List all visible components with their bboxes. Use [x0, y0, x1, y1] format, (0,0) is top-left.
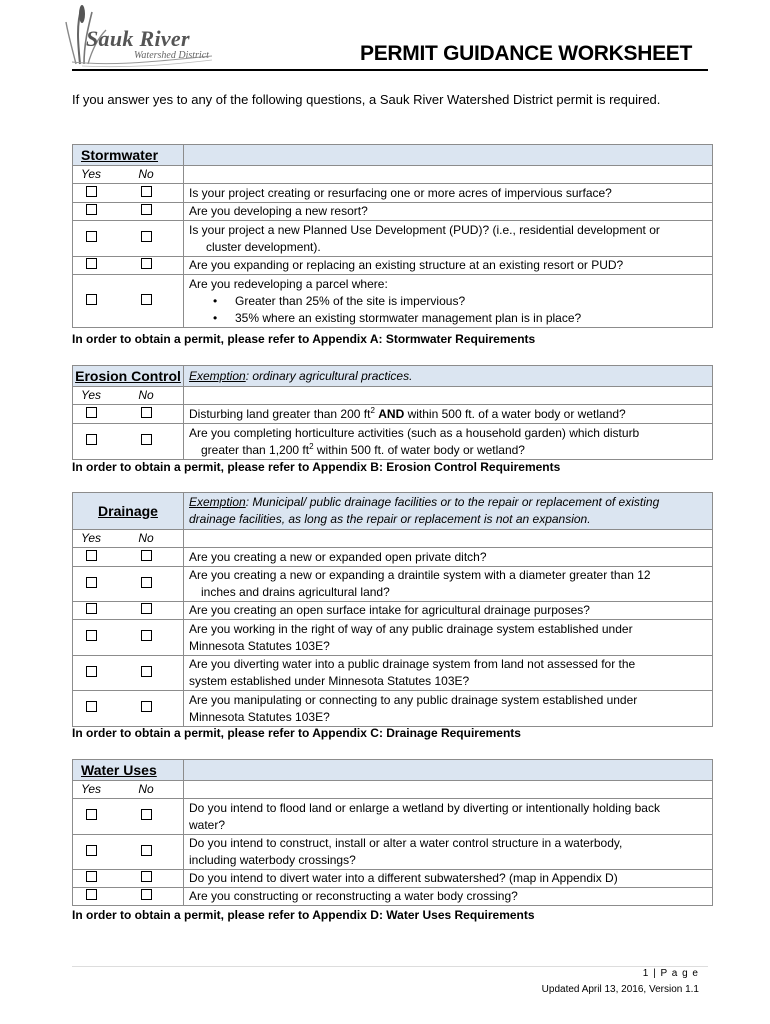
drainage-exemption: Exemption: Municipal/ public drainage facilities or to the repair or replacement of existing drainage facilities, as long as the repair or replacement is not an expansion. — [184, 493, 713, 530]
question-text: Do you intend to construct, install or alter a water control structure in a waterbody, — [189, 836, 623, 850]
question-text-cont: cluster development). — [206, 239, 321, 254]
question-text-cont: including waterbody crossings? — [189, 853, 356, 867]
drainage-title: Drainage — [98, 502, 158, 519]
yes-checkbox[interactable] — [86, 407, 97, 418]
bullet-item: • 35% where an existing stormwater management plan is in place? — [189, 310, 708, 327]
yes-checkbox[interactable] — [86, 258, 97, 269]
no-checkbox[interactable] — [141, 550, 152, 561]
no-checkbox[interactable] — [141, 294, 152, 305]
erosion-title: Erosion Control — [75, 367, 181, 384]
logo-title: Sauk River — [86, 26, 190, 51]
no-checkbox[interactable] — [141, 630, 152, 641]
bullet-item: • Greater than 25% of the site is impervious? — [189, 293, 708, 310]
logo-subtitle: Watershed District — [134, 50, 209, 61]
no-checkbox[interactable] — [141, 204, 152, 215]
question-text: Are you constructing or reconstructing a water body crossing? — [184, 888, 713, 906]
question-text: Do you intend to flood land or enlarge a wetland by diverting or intentionally holding back — [189, 800, 660, 815]
table-row — [73, 691, 713, 727]
sauk-river-logo — [62, 4, 222, 68]
yes-checkbox[interactable] — [86, 434, 97, 445]
yes-checkbox[interactable] — [86, 186, 97, 197]
no-label: No — [109, 387, 184, 405]
no-checkbox[interactable] — [141, 701, 152, 712]
question-text-cont: greater than 1,200 $ft^2$ within 500 ft. of water body or wetland? — [201, 441, 525, 457]
table-row — [73, 184, 713, 203]
updated-date: Updated April 13, 2016, Version 1.1 — [541, 984, 699, 995]
question-text: Are you redeveloping a parcel where: — [189, 276, 388, 291]
yes-checkbox[interactable] — [86, 701, 97, 712]
no-label: No — [109, 530, 184, 548]
yes-checkbox[interactable] — [86, 603, 97, 614]
table-row — [73, 602, 713, 620]
table-row — [73, 275, 713, 328]
no-label: No — [109, 781, 184, 799]
no-checkbox[interactable] — [141, 889, 152, 900]
no-checkbox[interactable] — [141, 845, 152, 856]
question-text: Are you diverting water into a public drainage system from land not assessed for the — [189, 657, 636, 671]
yes-checkbox[interactable] — [86, 845, 97, 856]
stormwater-table — [72, 144, 713, 328]
title-rule — [72, 69, 708, 71]
question-text: Are you completing horticulture activities (such as a household garden) which disturb — [189, 425, 640, 440]
yes-checkbox[interactable] — [86, 204, 97, 215]
no-checkbox[interactable] — [141, 666, 152, 677]
yes-label: Yes — [73, 781, 110, 799]
question-text: Are you creating a new or expanding a draintile system with a diameter greater than 12 — [189, 568, 651, 582]
no-checkbox[interactable] — [141, 871, 152, 882]
water-uses-title: Water Uses — [81, 761, 157, 778]
no-checkbox[interactable] — [141, 231, 152, 242]
table-row — [73, 656, 713, 691]
water-uses-note: In order to obtain a permit, please refer to Appendix D: Water Uses Requirements — [72, 908, 535, 922]
yes-label: Yes — [73, 166, 110, 184]
question-text: Are you working in the right of way of any public drainage system established under — [189, 621, 633, 636]
no-checkbox[interactable] — [141, 258, 152, 269]
table-row — [73, 620, 713, 656]
intro-text: If you answer yes to any of the following questions, a Sauk River Watershed District permit is required. — [72, 92, 661, 107]
no-checkbox[interactable] — [141, 407, 152, 418]
table-row — [73, 221, 713, 257]
question-text: Are you creating a new or expanded open private ditch? — [184, 548, 713, 567]
table-row — [73, 405, 713, 424]
question-text-cont: Minnesota Statutes 103E? — [189, 638, 330, 653]
yes-checkbox[interactable] — [86, 294, 97, 305]
erosion-note: In order to obtain a permit, please refer to Appendix B: Erosion Control Requirements — [72, 460, 561, 474]
yes-checkbox[interactable] — [86, 550, 97, 561]
drainage-note: In order to obtain a permit, please refer to Appendix C: Drainage Requirements — [72, 726, 521, 740]
question-text: Are you creating an open surface intake for agricultural drainage purposes? — [184, 602, 713, 620]
yes-checkbox[interactable] — [86, 666, 97, 677]
page-number: 1 | P a g e — [642, 968, 699, 979]
question-text-cont: inches and drains agricultural land? — [201, 585, 390, 599]
no-checkbox[interactable] — [141, 809, 152, 820]
question-text: Disturbing land greater than 200 $ft^2$ AND within 500 ft. of a water body or wetland? — [184, 405, 713, 424]
yes-checkbox[interactable] — [86, 809, 97, 820]
stormwater-title: Stormwater — [81, 146, 159, 163]
table-row — [73, 567, 713, 602]
yes-label: Yes — [73, 387, 110, 405]
drainage-table — [72, 492, 713, 727]
footer-rule — [72, 966, 708, 967]
water-uses-table — [72, 759, 713, 906]
table-row — [73, 799, 713, 835]
yes-checkbox[interactable] — [86, 630, 97, 641]
erosion-table — [72, 365, 713, 460]
page-title: PERMIT GUIDANCE WORKSHEET — [360, 42, 693, 65]
table-row — [73, 888, 713, 906]
yes-label: Yes — [73, 530, 110, 548]
no-checkbox[interactable] — [141, 603, 152, 614]
question-text-cont: Minnesota Statutes 103E? — [189, 709, 330, 724]
erosion-exemption: Exemption: ordinary agricultural practices. — [184, 366, 713, 387]
no-checkbox[interactable] — [141, 434, 152, 445]
question-text: Is your project creating or resurfacing one or more acres of impervious surface? — [184, 184, 713, 203]
question-text-cont: water? — [189, 817, 226, 832]
no-checkbox[interactable] — [141, 186, 152, 197]
yes-checkbox[interactable] — [86, 871, 97, 882]
table-row — [73, 548, 713, 567]
stormwater-note: In order to obtain a permit, please refer to Appendix A: Stormwater Requirements — [72, 332, 536, 346]
table-row — [73, 257, 713, 275]
table-row — [73, 203, 713, 221]
yes-checkbox[interactable] — [86, 889, 97, 900]
question-text: Are you expanding or replacing an existing structure at an existing resort or PUD? — [184, 257, 713, 275]
table-row — [73, 835, 713, 870]
question-text: Are you developing a new resort? — [184, 203, 713, 221]
yes-checkbox[interactable] — [86, 577, 97, 588]
no-checkbox[interactable] — [141, 577, 152, 588]
table-row — [73, 870, 713, 888]
question-text-cont: system established under Minnesota Statutes 103E? — [189, 674, 470, 688]
table-row — [73, 424, 713, 460]
question-text: Are you manipulating or connecting to any public drainage system established under — [189, 692, 638, 707]
question-text: Is your project a new Planned Use Development (PUD)? (i.e., residential development or — [189, 222, 660, 237]
no-label: No — [109, 166, 184, 184]
yes-checkbox[interactable] — [86, 231, 97, 242]
question-text: Do you intend to divert water into a different subwatershed? (map in Appendix D) — [184, 870, 713, 888]
